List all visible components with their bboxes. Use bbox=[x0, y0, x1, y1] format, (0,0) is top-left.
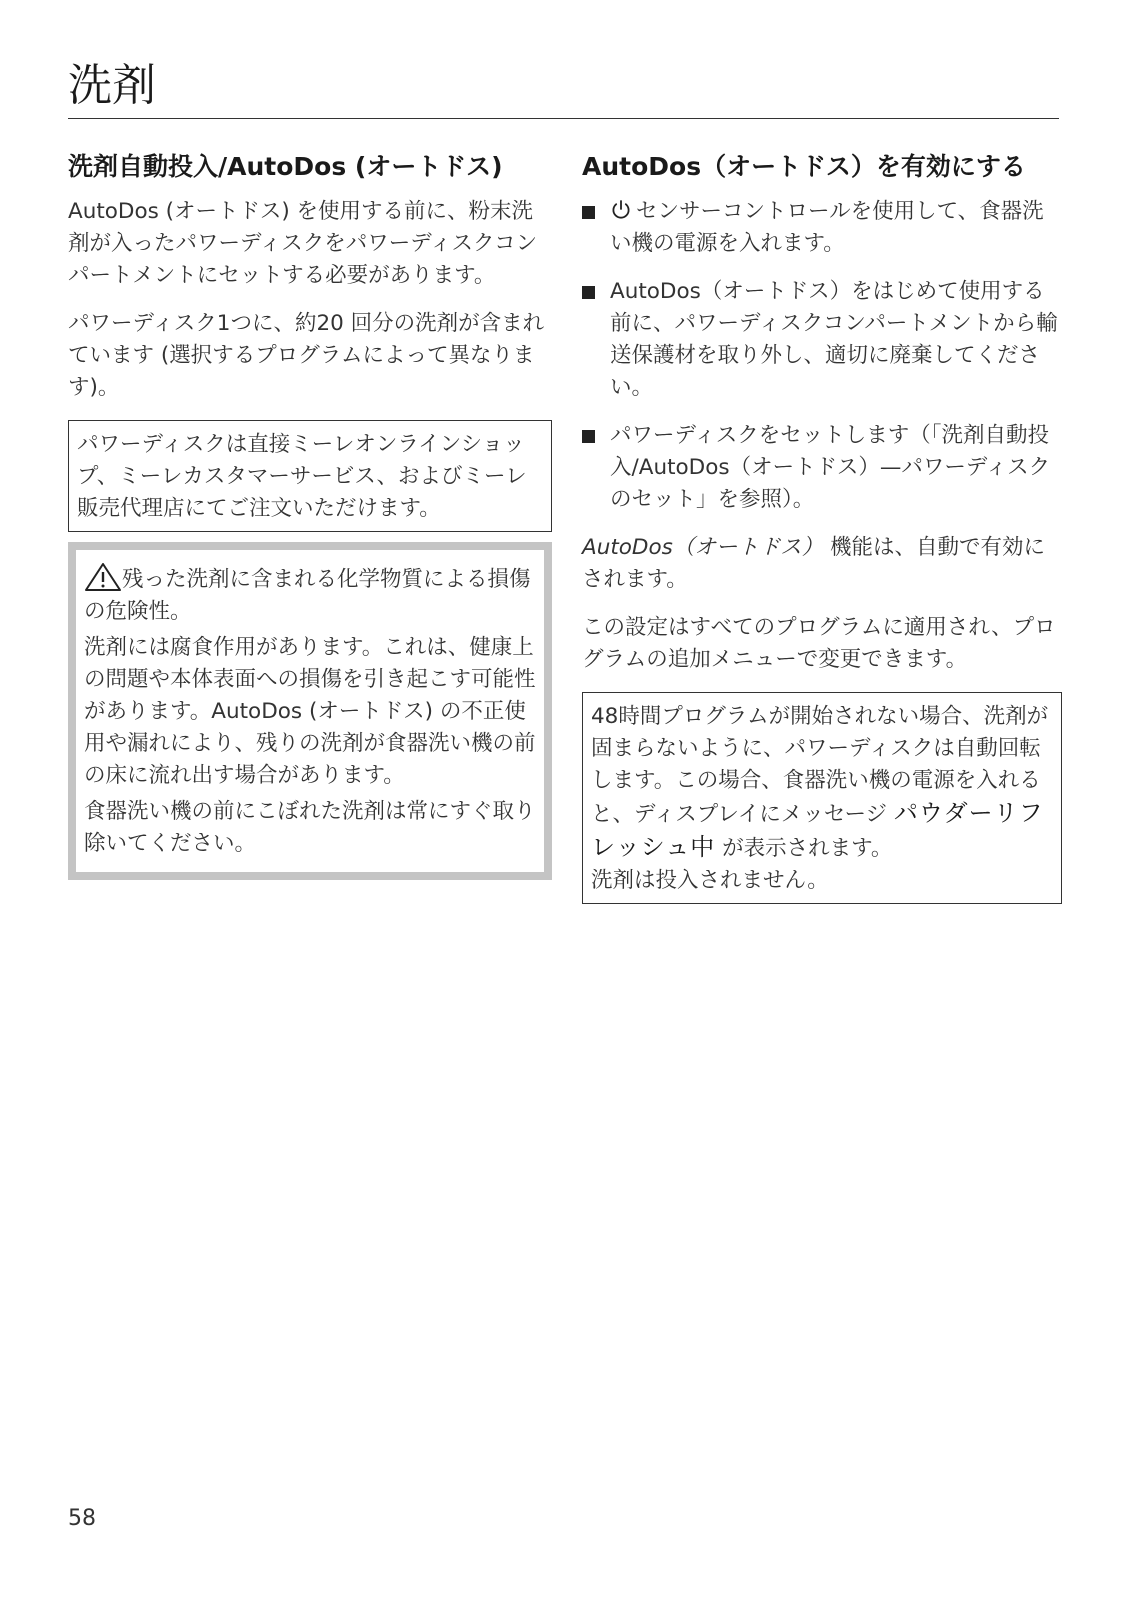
warning-body: 洗剤には腐食作用があります。これは、健康上の問題や本体表面への損傷を引き起こす可能性があります。AutoDos (オートドス) の不正使用や漏れにより、残りの洗剤が食器洗い機の前の床に流れ出す場合があります。 bbox=[84, 635, 536, 788]
bullet-square-icon bbox=[582, 206, 595, 219]
refresh-note-after: が表示されます。 bbox=[722, 836, 893, 861]
warning-triangle-icon bbox=[84, 562, 122, 592]
warning-title: 残った洗剤に含まれる化学物質による損傷の危険性。 bbox=[84, 567, 531, 624]
left-column bbox=[68, 150, 552, 880]
intro-paragraph: AutoDos (オートドス) を使用する前に、粉末洗剤が入ったパワーディスクをパワーディスクコンパートメントにセットする必要があります。 bbox=[68, 199, 538, 288]
auto-enabled-paragraph bbox=[582, 532, 1062, 596]
refresh-note-line2: 洗剤は投入されません。 bbox=[591, 868, 829, 893]
order-note-text: パワーディスクは直接ミーレオンラインショップ、ミーレカスタマーサービス、およびミーレ販売代理店にてご注文いただけます。 bbox=[77, 432, 527, 521]
warning-box bbox=[68, 542, 552, 880]
instruction-list bbox=[582, 196, 1062, 516]
section-heading-enable: AutoDos（オートドス）を有効にする bbox=[582, 152, 1026, 181]
list-item-text: AutoDos（オートドス）をはじめて使用する前に、パワーディスクコンパートメントから輸送保護材を取り外し、適切に廃棄してください。 bbox=[610, 279, 1058, 400]
title-divider bbox=[68, 118, 1059, 119]
settings-paragraph: この設定はすべてのプログラムに適用され、プログラムの追加メニューで変更できます。 bbox=[582, 615, 1056, 672]
warning-action: 食器洗い機の前にこぼれた洗剤は常にすぐ取り除いてください。 bbox=[84, 799, 536, 856]
page-number: 58 bbox=[68, 1506, 96, 1531]
right-column bbox=[582, 150, 1062, 914]
list-item bbox=[582, 196, 1062, 260]
power-icon bbox=[610, 199, 632, 221]
list-item bbox=[582, 420, 1062, 516]
warning-title-line bbox=[84, 562, 536, 628]
autodos-label: AutoDos（オートドス） bbox=[582, 535, 824, 560]
list-item-text: センサーコントロールを使用して、食器洗い機の電源を入れます。 bbox=[610, 199, 1044, 256]
bullet-square-icon bbox=[582, 430, 595, 443]
capacity-paragraph: パワーディスク1つに、約20 回分の洗剤が含まれています (選択するプログラムによって異なります)。 bbox=[68, 311, 545, 400]
bullet-square-icon bbox=[582, 286, 595, 299]
display-message: パウダーリフレッシュ中 bbox=[591, 799, 1044, 861]
list-item-text: パワーディスクをセットします（「洗剤自動投入/AutoDos（オートドス）—パワーディスクのセット」を参照）。 bbox=[610, 423, 1051, 512]
section-heading-autodos: 洗剤自動投入/AutoDos (オートドス) bbox=[68, 152, 503, 181]
order-note-box bbox=[68, 420, 552, 532]
refresh-note-text: 48時間プログラムが開始されない場合、洗剤が固まらないように、パワーディスクは自動回転します。この場合、食器洗い機の電源を入れると、ディスプレイにメッセージ bbox=[591, 704, 1049, 827]
auto-enabled-text: 機能は、自動で有効にされます。 bbox=[582, 535, 1045, 592]
refresh-note-box bbox=[582, 692, 1062, 904]
list-item bbox=[582, 276, 1062, 404]
page-title: 洗剤 bbox=[68, 60, 156, 111]
